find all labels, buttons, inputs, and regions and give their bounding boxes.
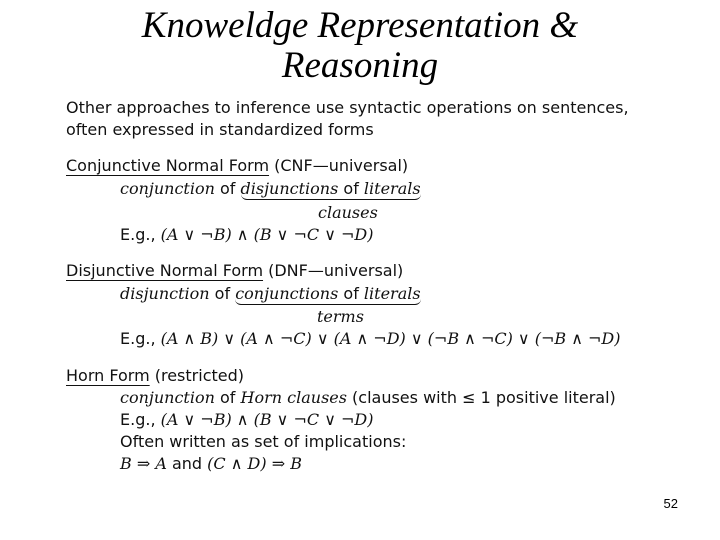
- horn-note: (restricted): [149, 366, 244, 385]
- horn-term-conjunction: conjunction: [120, 388, 215, 407]
- dnf-term-conjunctions: conjunctions: [235, 284, 339, 303]
- cnf-note: (CNF—universal): [269, 156, 409, 175]
- cnf-term-literals: literals: [363, 179, 421, 198]
- cnf-definition: [120, 179, 421, 200]
- dnf-heading-line: [66, 261, 403, 280]
- horn-often: Often written as set of implications:: [120, 432, 407, 451]
- cnf-heading: Conjunctive Normal Form: [66, 156, 270, 175]
- cnf-heading-line: [66, 156, 408, 175]
- horn-term-horn-clauses: Horn clauses: [240, 388, 347, 407]
- cnf-of-2: of: [338, 179, 364, 198]
- horn-example: [120, 410, 373, 429]
- horn-of: of: [214, 388, 241, 407]
- horn-implications: [120, 454, 302, 473]
- horn-restriction: (clauses with ≤ 1 positive literal): [346, 388, 616, 407]
- dnf-note: (DNF—universal): [263, 261, 404, 280]
- dnf-brace-label: terms: [317, 307, 364, 326]
- cnf-brace-label: clauses: [318, 203, 378, 222]
- horn-eg-label: E.g.,: [120, 410, 161, 429]
- dnf-heading: Disjunctive Normal Form: [66, 261, 264, 280]
- horn-implication-2: (C ∧ D) ⇒ B: [207, 454, 302, 473]
- horn-heading-line: [66, 366, 244, 385]
- cnf-term-disjunctions: disjunctions: [240, 179, 339, 198]
- horn-and: and: [166, 454, 208, 473]
- title-line-2: Reasoning: [281, 45, 439, 86]
- title-line-1: Knoweldge Representation &: [141, 5, 579, 46]
- dnf-brace: [235, 284, 420, 305]
- cnf-eg-label: E.g.,: [120, 225, 161, 244]
- intro-line-2: often expressed in standardized forms: [66, 120, 374, 139]
- dnf-term-literals: literals: [363, 284, 421, 303]
- horn-definition: [120, 388, 616, 407]
- horn-expression: (A ∨ ¬B) ∧ (B ∨ ¬C ∨ ¬D): [160, 410, 374, 429]
- horn-implication-1: B ⇒ A: [120, 454, 167, 473]
- horn-heading: Horn Form: [66, 366, 150, 385]
- cnf-expression: (A ∨ ¬B) ∧ (B ∨ ¬C ∨ ¬D): [160, 225, 374, 244]
- cnf-term-conjunction: conjunction: [120, 179, 215, 198]
- dnf-term-disjunction: disjunction: [120, 284, 210, 303]
- dnf-eg-label: E.g.,: [120, 329, 161, 348]
- dnf-expression: (A ∧ B) ∨ (A ∧ ¬C) ∨ (A ∧ ¬D) ∨ (¬B ∧ ¬C) ∨ (¬B ∧ ¬D): [160, 329, 621, 348]
- intro-line-1: Other approaches to inference use syntactic operations on sentences,: [66, 98, 629, 117]
- cnf-brace: [241, 179, 421, 200]
- slide-title: [0, 5, 720, 86]
- dnf-example: [120, 329, 621, 348]
- dnf-of-2: of: [338, 284, 364, 303]
- dnf-definition: [120, 284, 421, 305]
- cnf-of-1: of: [214, 179, 241, 198]
- dnf-of-1: of: [209, 284, 236, 303]
- page-number: 52: [663, 496, 678, 511]
- cnf-example: [120, 225, 373, 244]
